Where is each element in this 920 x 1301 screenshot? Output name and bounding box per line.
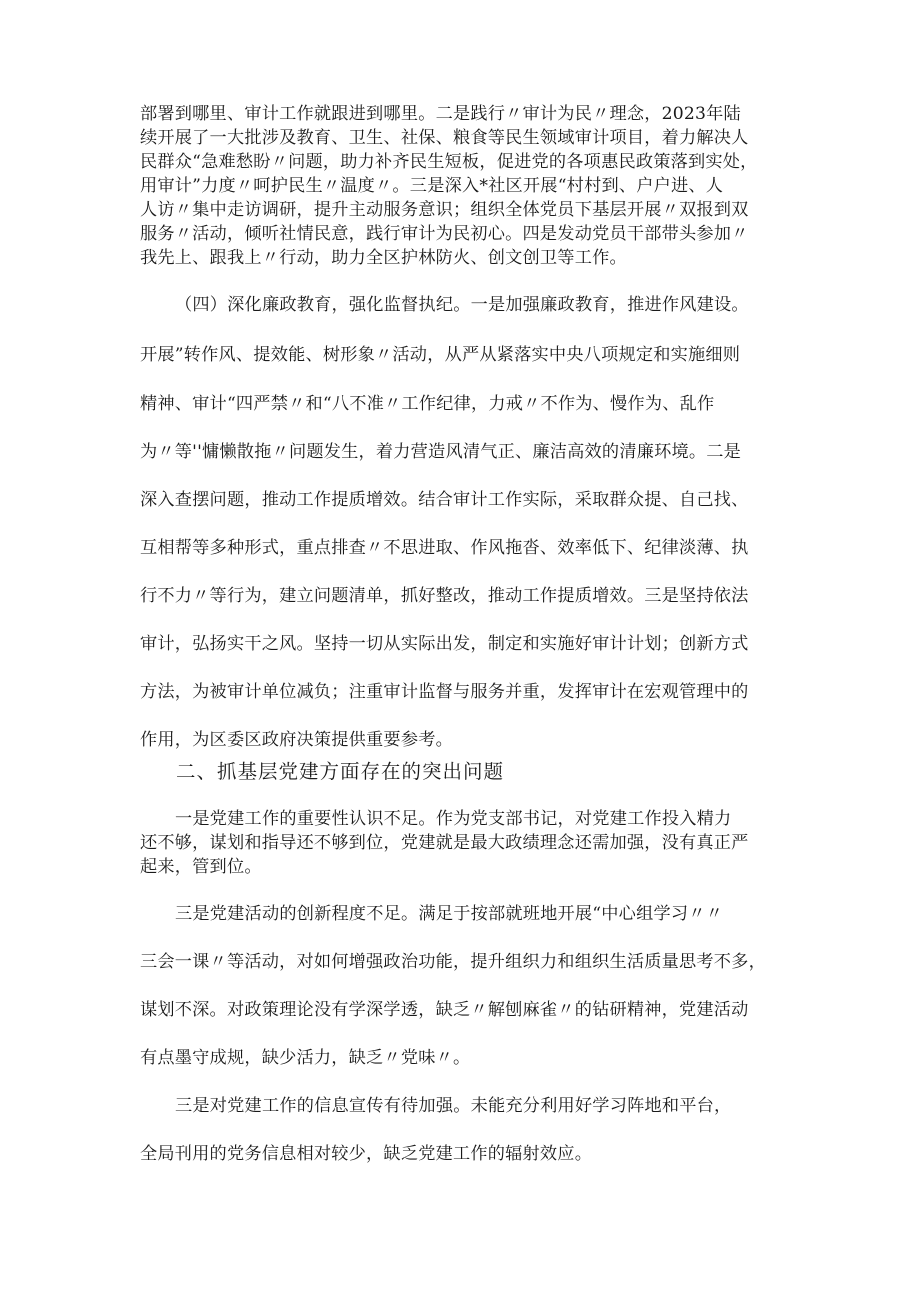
- text-line: 互相帮等多种形式，重点排查〃不思进取、作风拖沓、效率低下、纪律淡薄、执: [140, 538, 749, 558]
- text-line: （四）深化廉政教育，强化监督执纪。一是加强廉政教育，推进作风建设。: [175, 295, 749, 315]
- text-line: 我先上、跟我上〃行动，助力全区护林防火、创文创卫等工作。: [140, 248, 627, 268]
- text-line: 部署到哪里、审计工作就跟进到哪里。二是践行〃审计为民〃理念，2023年陆: [140, 104, 741, 124]
- text-line: 三会一课〃等活动，对如何增强政治功能，提升组织力和组织生活质量思考不多，: [140, 952, 766, 972]
- text-line: 行不力〃等行为，建立问题清单，抓好整改，推动工作提质增效。三是坚持依法: [140, 586, 749, 606]
- text-line: 谋划不深。对政策理论没有学深学透，缺乏〃解刨麻雀〃的钻研精神，党建活动: [140, 1000, 749, 1020]
- text-line: 深入查摆问题，推动工作提质增效。结合审计工作实际，采取群众提、自己找、: [140, 490, 749, 510]
- text-line: 全局刊用的党务信息相对较少，缺乏党建工作的辐射效应。: [140, 1144, 593, 1164]
- text-line: 方法，为被审计单位减负；注重审计监督与服务并重，发挥审计在宏观管理中的: [140, 682, 749, 702]
- text-line: 民群众“急难愁盼〃问题，助力补齐民生短板，促进党的各项惠民政策落到实处，: [140, 152, 758, 172]
- text-line: 审计，弘扬实干之风。坚持一切从实际出发，制定和实施好审计计划；创新方式: [140, 634, 749, 654]
- text-line: 用审计”力度〃呵护民生〃温度〃。三是深入*社区开展“村村到、户户进、人: [140, 176, 724, 196]
- text-line: 作用，为区委区政府决策提供重要参考。: [140, 730, 453, 750]
- section-heading: 二、抓基层党建方面存在的突出问题: [176, 760, 505, 783]
- text-line: 起来，管到位。: [140, 857, 262, 877]
- text-line: 精神、审计“四严禁〃和“八不准〃工作纪律，力戒〃不作为、慢作为、乱作: [140, 394, 715, 414]
- text-line: 三是党建活动的创新程度不足。满足于按部就班地开展“中心组学习〃〃: [175, 904, 724, 924]
- text-line: 有点墨守成规，缺少活力，缺乏〃党味〃。: [140, 1048, 471, 1068]
- text-line: 为〃等''慵懒散拖〃问题发生，着力营造风清气正、廉洁高效的清廉环境。二是: [140, 442, 742, 462]
- text-line: 还不够，谋划和指导还不够到位，党建就是最大政绩理念还需加强，没有真正严: [140, 833, 749, 853]
- text-line: 一是党建工作的重要性认识不足。作为党支部书记，对党建工作投入精力: [175, 809, 732, 829]
- text-line: 续开展了一大批涉及教育、卫生、社保、粮食等民生领域审计项目，着力解决人: [140, 128, 749, 148]
- text-line: 人访〃集中走访调研，提升主动服务意识；组织全体党员下基层开展〃双报到双: [140, 200, 749, 220]
- text-line: 三是对党建工作的信息宣传有待加强。未能充分利用好学习阵地和平台，: [175, 1096, 732, 1116]
- text-line: 服务〃活动，倾听社情民意，践行审计为民初心。四是发动党员干部带头参加〃: [140, 224, 749, 244]
- text-line: 开展”转作风、提效能、树形象〃活动，从严从紧落实中央八项规定和实施细则: [140, 345, 741, 365]
